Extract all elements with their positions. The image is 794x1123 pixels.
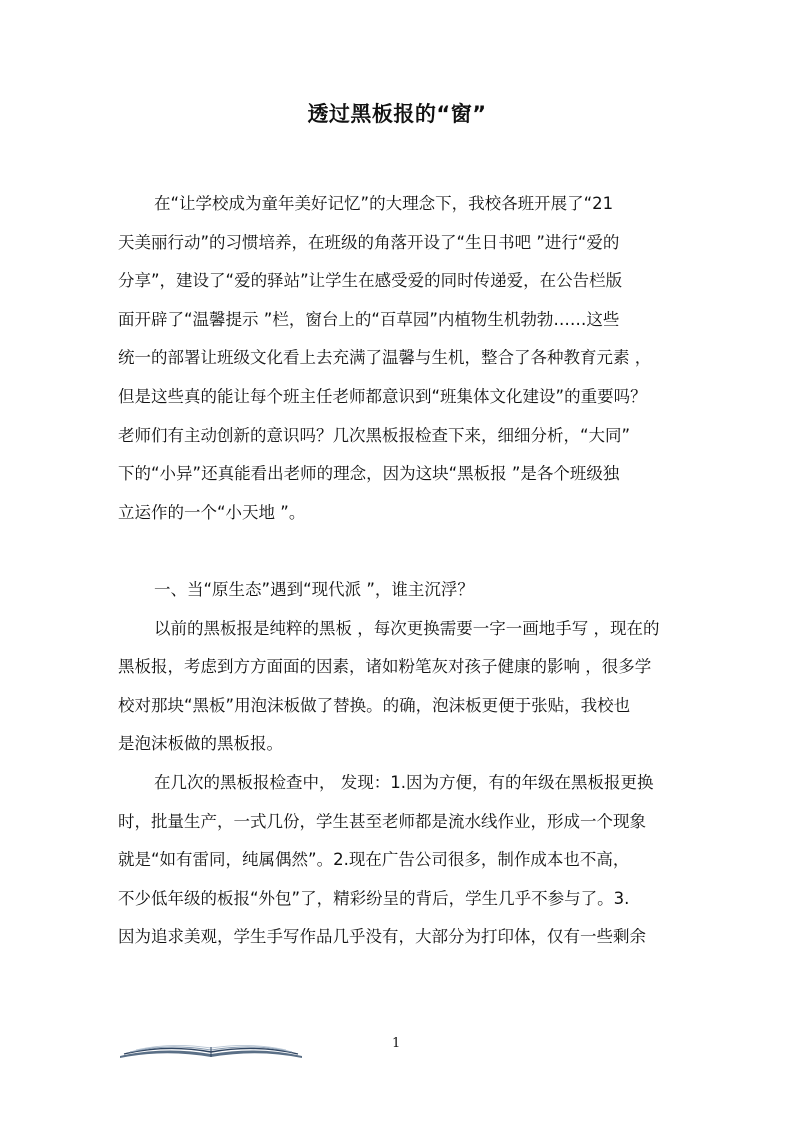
paragraph-line: 因为追求美观，学生手写作品几乎没有，大部分为打印体，仅有一些剩余 <box>118 927 646 947</box>
intro-line: 老师们有主动创新的意识吗？几次黑板报检查下来，细细分析，“大同” <box>118 425 631 445</box>
document-title: 透过黑板报的“窗” <box>307 102 487 126</box>
intro-line: 分享”，建设了“爱的驿站”让学生在感受爱的同时传递爱，在公告栏版 <box>118 271 623 291</box>
intro-line: 在“让学校成为童年美好记忆”的大理念下，我校各班开展了“21 <box>154 194 614 213</box>
paragraph-line: 时，批量生产，一式几份，学生甚至老师都是流水线作业，形成一个现象 <box>118 811 646 831</box>
paragraph-line: 黑板报，考虑到方方面面的因素，诸如粉笔灰对孩子健康的影响 ，很多学 <box>118 657 652 677</box>
paragraph-line: 以前的黑板报是纯粹的黑板 ，每次更换需要一字一画地手写 ，现在的 <box>154 618 660 638</box>
paragraph-line: 就是“如有雷同，纯属偶然”。2.现在广告公司很多，制作成本也不高， <box>118 850 630 870</box>
section-heading: 一、当“原生态”遇到“现代派 ”，谁主沉浮？ <box>154 579 474 599</box>
intro-line: 立运作的一个“小天地 ”。 <box>118 502 306 522</box>
intro-line: 但是这些真的能让每个班主任老师都意识到“班集体文化建设”的重要吗？ <box>118 386 647 406</box>
intro-line: 天美丽行动”的习惯培养，在班级的角落开设了“生日书吧 ”进行“爱的 <box>118 232 620 252</box>
paragraph-line: 不少低年级的板报“外包”了，精彩纷呈的背后，学生几乎不参与了。3. <box>118 888 630 908</box>
intro-line: 面开辟了“温馨提示 ”栏，窗台上的“百草园”内植物生机勃勃……这些 <box>118 309 620 329</box>
paragraph-line: 在几次的黑板报检查中， 发现：1.因为方便，有的年级在黑板报更换 <box>154 772 654 792</box>
intro-line: 下的“小异”还真能看出老师的理念，因为这块“黑板报 ”是各个班级独 <box>118 464 620 484</box>
blank-line <box>118 532 680 571</box>
page-number: 1 <box>392 1036 401 1051</box>
paragraph-line: 是泡沫板做的黑板报。 <box>118 734 283 754</box>
open-book-icon <box>116 1040 306 1060</box>
document-body <box>118 185 680 957</box>
intro-line: 统一的部署让班级文化看上去充满了温馨与生机，整合了各种教育元素 ， <box>118 348 652 368</box>
paragraph-line: 校对那块“黑板”用泡沫板做了替换。的确，泡沫板更便于张贴，我校也 <box>118 695 631 715</box>
